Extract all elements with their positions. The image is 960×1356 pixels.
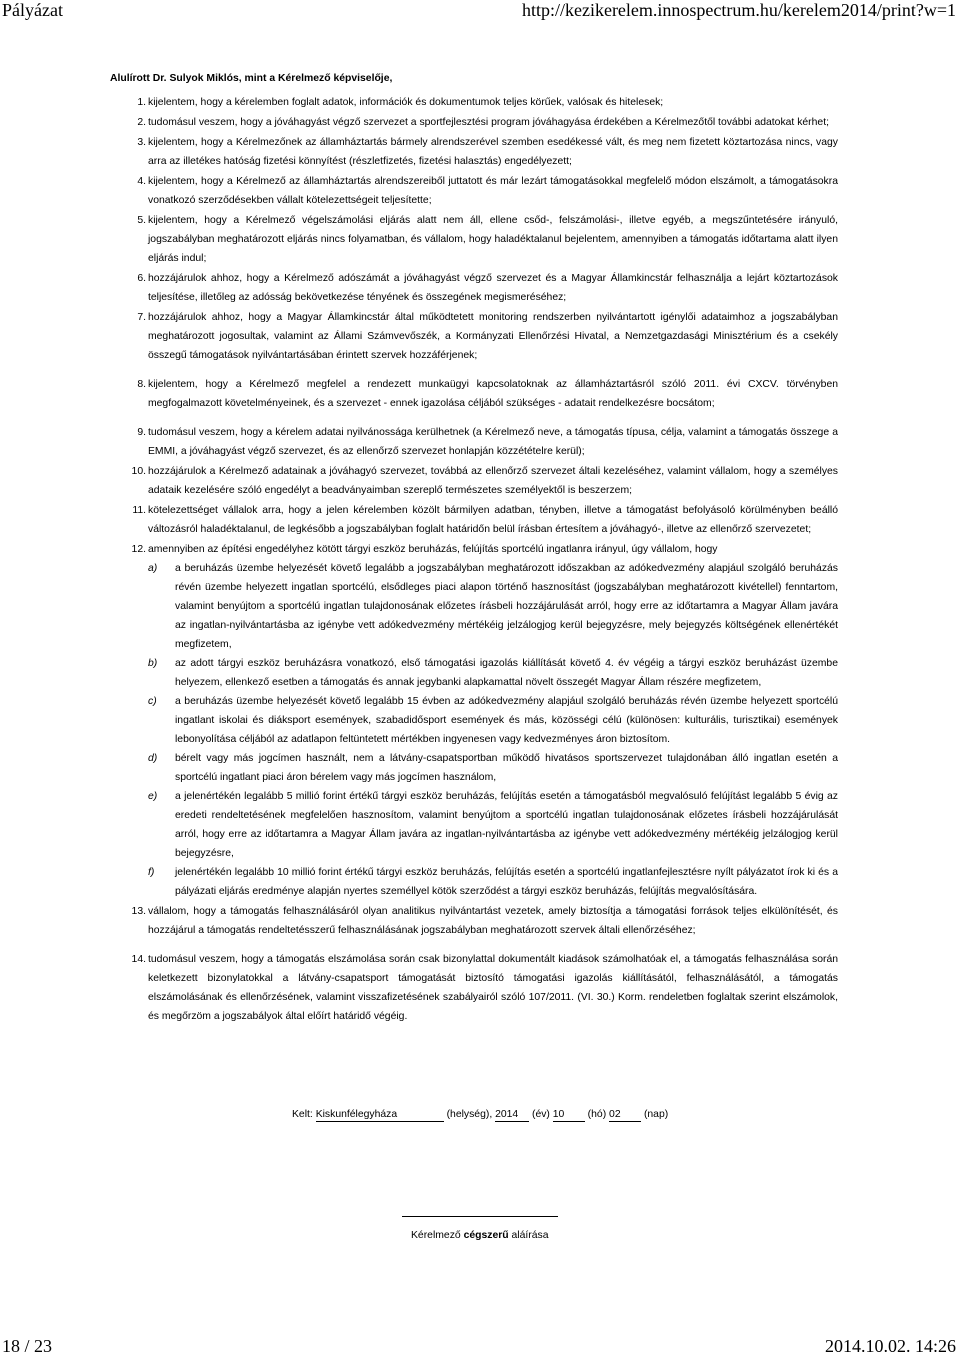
sub-item-text: a beruházás üzembe helyezését követő legalább a jogszabályban meghatározott időszakban az adókedvezmény alapjául szolgáló beruházás révén üzembe helyezett ingatlan sportcélú, elsődleges piaci alapon történő hasznosítást (jogszabályban meghatározott kivétellel) fenntartom, valamint benyújtom a sportcélú ingatlan tulajdonosának előzetes írásbeli hozzájárulását arról, hogy erre az időtartamra a Magyar Állam javára az ingatlan-nyilvántartásba az igénybe vett adókedvezmény mértékéig jelzálogjog kerül bejegyzésre, mely bejegyzés költségének ellenértékét megfizetem, bbox=[175, 563, 838, 650]
year-field: 2014 bbox=[495, 1108, 529, 1122]
item-text: tudomásul veszem, hogy a támogatás elszámolása során csak bizonylattal dokumentált kiadások számolhatóak el, a támogatás felhasználása során keletkezett bizonylatokkal a látvány-csapatsport támogatását biztosító támogatási igazolás kiállításától, felhasználásától, a támogatás elszámolásának és ellenőrzésének, valamint visszafizetésének szabályairól szóló 107/2011. (VI. 30.) Korm. rendeletben foglaltak szerint elszámolok, és megőrzöm a jogszabályok által előírt határidő végéig. bbox=[148, 954, 838, 1022]
sub-item-letter: c) bbox=[148, 696, 157, 707]
item-number: 4. bbox=[137, 176, 146, 187]
sub-item-text: a jelenértékén legalább 5 millió forint értékű tárgyi eszköz beruházás, felújítás esetén a támogatásból megvalósuló felújítást legalább 5 évig az eredeti rendeltetésének megfelelően hasznosítom, valamint benyújtom a sportcélú ingatlan tulajdonosának előzetes írásbeli hozzájárulását arról, hogy erre az időtartamra a Magyar Állam javára az ingatlan-nyilvántartásba az igénybe vett adókedvezmény mértékéig jelzálogjog kerül bejegyzésre, bbox=[175, 791, 838, 859]
item-number: 9. bbox=[137, 427, 146, 438]
list-item bbox=[137, 113, 838, 132]
item-text: hozzájárulok ahhoz, hogy a Magyar Államkincstár által működtetett monitoring rendszerben nyilvántartott igénylői adataimhoz a jogszabályban meghatározott jogosultak, valamint az Állami Számvevőszék, a Kormányzati Ellenőrzési Hivatal, a Nemzetgazdasági Minisztérium és a csekély összegű támogatások nyilvántartásában érintett szervek hozzáférjenek; bbox=[148, 312, 838, 361]
sub-item-letter: a) bbox=[148, 563, 158, 574]
kelt-label: Kelt: bbox=[292, 1109, 313, 1120]
sub-item bbox=[148, 749, 838, 787]
item-text: kijelentem, hogy a Kérelmező végelszámolási eljárás alatt nem áll, ellene csőd-, felszámolási-, illetve egyéb, a megszűntetésére irányuló, jogszabályban meghatározott eljárás nincs folyamatban, és vállalom, hogy haladéktalanul bejelentem, amennyiben a támogatás időtartama alatt ilyen eljárás indul; bbox=[148, 215, 838, 264]
signature-label bbox=[411, 1230, 548, 1241]
signature-prefix: Kérelmező bbox=[411, 1230, 461, 1241]
print-timestamp: 2014.10.02. 14:26 bbox=[824, 1336, 956, 1356]
item-number: 1. bbox=[137, 97, 146, 108]
page-counter: 18 / 23 bbox=[2, 1336, 53, 1356]
list-item bbox=[137, 133, 838, 171]
item-number: 6. bbox=[137, 273, 146, 284]
sub-item bbox=[148, 787, 838, 863]
list-item bbox=[131, 462, 838, 500]
item-number: 12. bbox=[131, 544, 146, 555]
item-number: 3. bbox=[137, 137, 146, 148]
item-number: 14. bbox=[131, 954, 146, 965]
sub-list bbox=[148, 559, 838, 901]
list-item bbox=[137, 93, 838, 112]
list-item bbox=[131, 902, 838, 940]
sub-item-text: az adott tárgyi eszköz beruházásra vonatkozó, első támogatási igazolás kiállítását követő 4. év végéig a tárgyi eszköz beruházást üzembe helyezem, ellenkező esetben a támogatás és annak jegybanki alapkamattal növelt összegét Magyar Állam részére megfizetem, bbox=[175, 658, 838, 688]
month-unit: (hó) bbox=[587, 1109, 607, 1120]
sub-item bbox=[148, 692, 838, 749]
item-text: kijelentem, hogy a Kérelmezőnek az államháztartás bármely alrendszerével szemben esedékessé vált, és meg nem fizetett köztartozása nincs, vagy arra az illetékes hatóság fizetési könnyítést (részletfizetés, fizetési halasztás) engedélyezett; bbox=[148, 137, 838, 167]
sub-item-letter: b) bbox=[148, 658, 158, 669]
signature-suffix: aláírása bbox=[511, 1230, 549, 1241]
list-item bbox=[131, 540, 838, 901]
signature-line bbox=[402, 1216, 558, 1217]
list-item bbox=[137, 308, 838, 365]
declaration-list bbox=[110, 93, 838, 1026]
sub-item-text: jelenértékén legalább 10 millió forint értékű tárgyi eszköz beruházás, felújítás esetén a sportcélú ingatlanfejlesztésre nyílt pályázatot írok ki és a pályázati eljárás eredménye alapján nyertes személlyel kötök szerződést a tárgyi eszköz beruházás, felújítás megvalósítására. bbox=[175, 867, 838, 897]
list-item bbox=[137, 269, 838, 307]
sub-item-text: a beruházás üzembe helyezését követő legalább 15 évben az adókedvezmény alapjául szolgáló beruházás révén üzembe helyezett sportcélú ingatlant iskolai és diáksport események, szabadidősport események és más, közösségi célú (különösen: kulturális, turisztikai) események lebonyolítása céljából az adatlapon feltüntetett mértékben ingyenesen vagy kedvezményes áron biztosítom. bbox=[175, 696, 838, 745]
item-number: 11. bbox=[132, 505, 146, 516]
list-item bbox=[137, 211, 838, 268]
item-number: 2. bbox=[137, 117, 146, 128]
item-number: 7. bbox=[137, 312, 146, 323]
list-item bbox=[132, 501, 838, 539]
list-item bbox=[137, 423, 838, 461]
sub-item bbox=[148, 863, 838, 901]
place-unit: (helység), bbox=[446, 1109, 493, 1120]
sub-item bbox=[148, 654, 838, 692]
item-number: 5. bbox=[137, 215, 146, 226]
sub-item-letter: e) bbox=[148, 791, 158, 802]
day-unit: (nap) bbox=[643, 1109, 669, 1120]
declaration-document bbox=[110, 69, 838, 1027]
item-text: kijelentem, hogy a Kérelmező az államháztartás alrendszereiből juttatott és már lezárt támogatásokkal megfelelő módon elszámolt, a támogatásokra vonatkozó szerződésekben vállalt kötelezettségeit teljesítette; bbox=[148, 176, 838, 206]
item-text: tudomásul veszem, hogy a kérelem adatai nyilvánossága kerülhetnek (a Kérelmező neve, a támogatás típusa, célja, valamint a támogatás összege a EMMI, a jóváhagyást végző szervezet, és az ellenőrző szervezet honlapján közzétételre kerül); bbox=[148, 427, 838, 457]
sub-item-letter: f) bbox=[148, 867, 155, 878]
day-field: 02 bbox=[609, 1108, 641, 1122]
item-number: 10. bbox=[131, 466, 146, 477]
item-text: hozzájárulok a Kérelmező adatainak a jóváhagyó szervezet, továbbá az ellenőrző szervezet általi kezeléséhez, valamint vállalom, hogy a személyes adataik kezelésére szóló engedélyt a beadványaimban szereplő természetes személyektől is beszerzem; bbox=[148, 466, 838, 496]
item-text: kötelezettséget vállalok arra, hogy a jelen kérelemben közölt bármilyen adatban, tényben, illetve a támogatást befolyásoló körülményben beálló változásról haladéktalanul, de legkésőbb a jogszabályban foglalt határidőn belül írásban értesítem a jóváhagyó-, illetve az ellenőrző szervezetet; bbox=[148, 505, 838, 535]
item-text: kijelentem, hogy a kérelemben foglalt adatok, információk és dokumentumok teljes körűek, valósak és hitelesek; bbox=[148, 97, 664, 108]
item-text: hozzájárulok ahhoz, hogy a Kérelmező adószámát a jóváhagyást végző szervezet és a Magyar Államkincstár felhasználja a lejárt köztartozások teljesítése, illetőleg az adósság bekövetkezése tényének és összegének megismeréséhez; bbox=[148, 273, 838, 303]
place-field: Kiskunfélegyháza bbox=[316, 1108, 444, 1122]
item-text: kijelentem, hogy a Kérelmező megfelel a rendezett munkaügyi kapcsolatoknak az államháztartásról szóló 2011. évi CXCV. törvényben megfogalmazott követelményeinek, és a szervezet - ennek igazolása céljából szükséges - adatait rendelkezésre bocsátom; bbox=[148, 379, 838, 409]
date-place-line bbox=[292, 1108, 668, 1122]
intro-statement: Alulírott Dr. Sulyok Miklós, mint a Kérelmező képviselője, bbox=[110, 73, 393, 84]
sub-item-letter: d) bbox=[148, 753, 158, 764]
signature-bold: cégszerű bbox=[463, 1230, 509, 1241]
year-unit: (év) bbox=[531, 1109, 550, 1120]
sub-item-text: bérelt vagy más jogcímen használt, nem a látvány-csapatsportban működő hivatásos sportszervezet tulajdonában álló ingatlan esetén a sportcélú ingatlant piaci áron bérelem vagy más jogcímen használom, bbox=[175, 753, 838, 783]
item-number: 8. bbox=[137, 379, 146, 390]
header-url: http://kezikerelem.innospectrum.hu/kerelem2014/print?w=1 bbox=[521, 0, 956, 20]
item-number: 13. bbox=[131, 906, 146, 917]
list-item bbox=[131, 950, 838, 1026]
item-text: amennyiben az építési engedélyhez kötött tárgyi eszköz beruházás, felújítás sportcélú ingatlanra irányul, úgy vállalom, hogy bbox=[148, 544, 718, 555]
header-title: Pályázat bbox=[2, 0, 63, 20]
list-item bbox=[137, 375, 838, 413]
item-text: vállalom, hogy a támogatás felhasználásáról olyan analitikus nyilvántartást vezetek, amely biztosítja a támogatási források teljes elkülönítését, és hozzájárul a támogatás rendeltetésszerű felhasználásának jogszabályban meghatározott szervek általi ellenőrzéséhez; bbox=[148, 906, 838, 936]
sub-item bbox=[148, 559, 838, 654]
list-item bbox=[137, 172, 838, 210]
month-field: 10 bbox=[553, 1108, 585, 1122]
item-text: tudomásul veszem, hogy a jóváhagyást végző szervezet a sportfejlesztési program jóváhagyása érdekében a Kérelmezőtől további adatokat kérhet; bbox=[148, 117, 829, 128]
